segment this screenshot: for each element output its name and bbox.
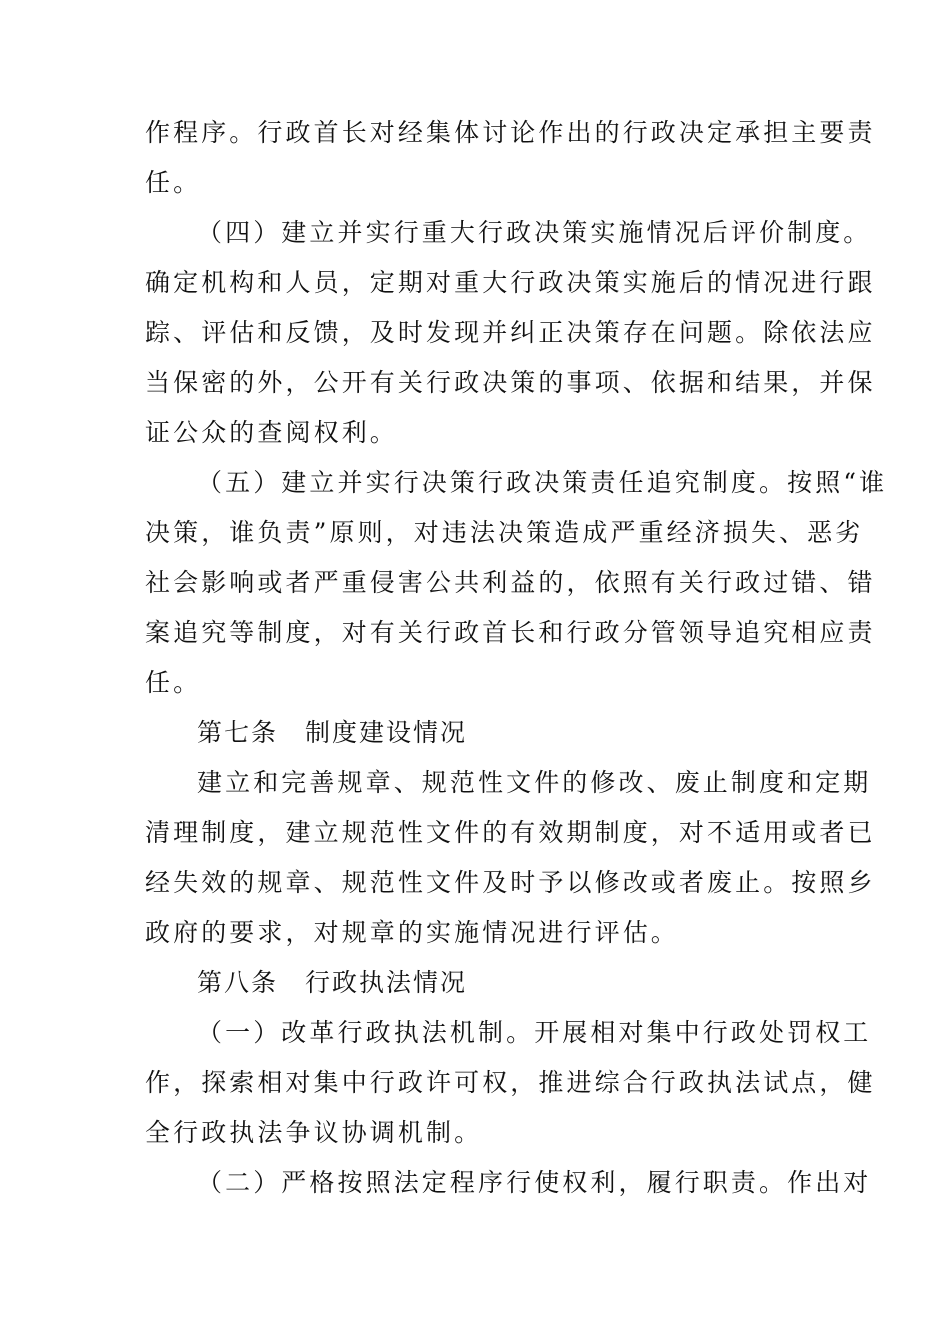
text-line: 经失效的规章、规范性文件及时予以修改或者废止。按照乡: [145, 868, 876, 897]
paragraph-start-line: 建立和完善规章、规范性文件的修改、废止制度和定期: [197, 768, 872, 797]
article-heading: 第八条 行政执法情况: [197, 968, 468, 997]
text-line: 案追究等制度，对有关行政首长和行政分管领导追究相应责: [145, 618, 876, 647]
text-line: 当保密的外，公开有关行政决策的事项、依据和结果，并保: [145, 368, 876, 397]
paragraph-start-line: （二）严格按照法定程序行使权利，履行职责。作出对: [197, 1168, 872, 1197]
text-line: 证公众的查阅权利。: [145, 418, 398, 447]
text-line: 社会影响或者严重侵害公共利益的，依照有关行政过错、错: [145, 568, 876, 597]
paragraph-start-line: （四）建立并实行重大行政决策实施情况后评价制度。: [197, 218, 872, 247]
text-line: 确定机构和人员，定期对重大行政决策实施后的情况进行跟: [145, 268, 876, 297]
article-heading: 第七条 制度建设情况: [197, 718, 468, 747]
text-line: 踪、评估和反馈，及时发现并纠正决策存在问题。除依法应: [145, 318, 876, 347]
paragraph-start-line: （一）改革行政执法机制。开展相对集中行政处罚权工: [197, 1018, 872, 1047]
text-line: 全行政执法争议协调机制。: [145, 1118, 483, 1147]
text-line: 作程序。行政首长对经集体讨论作出的行政决定承担主要责: [145, 118, 876, 147]
paragraph-start-line: （五）建立并实行决策行政决策责任追究制度。按照“谁: [197, 468, 888, 497]
text-line: 清理制度，建立规范性文件的有效期制度，对不适用或者已: [145, 818, 876, 847]
text-line: 任。: [145, 668, 202, 697]
text-line: 作，探索相对集中行政许可权，推进综合行政执法试点，健: [145, 1068, 876, 1097]
text-line: 政府的要求，对规章的实施情况进行评估。: [145, 918, 679, 947]
text-line: 决策，谁负责”原则，对违法决策造成严重经济损失、恶劣: [145, 518, 864, 547]
text-line: 任。: [145, 168, 202, 197]
